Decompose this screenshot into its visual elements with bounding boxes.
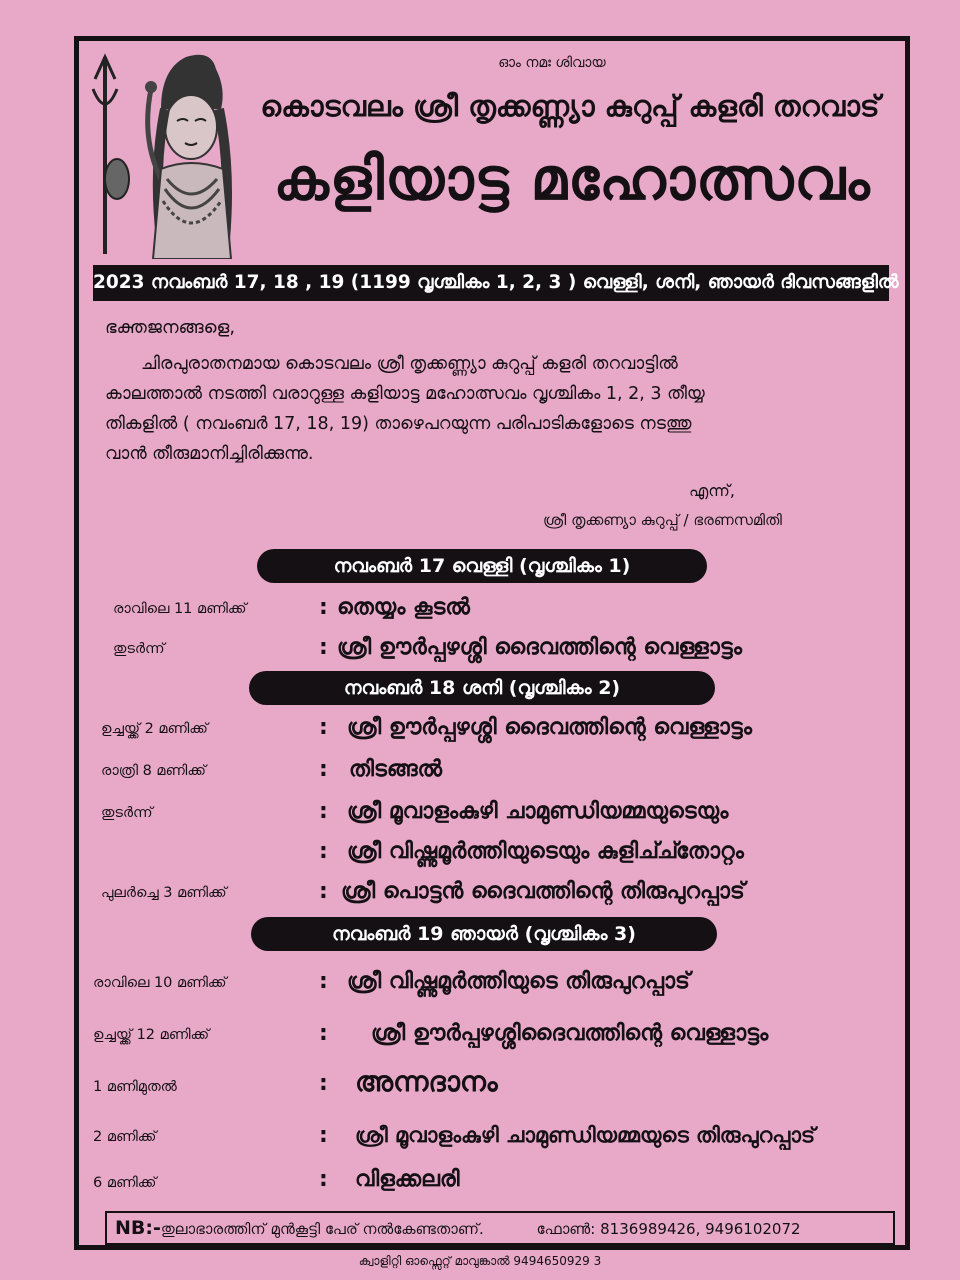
- schedule-event: ശ്രീ ഊർപ്പഴശ്ശിദൈവത്തിന്റെ വെള്ളാട്ടം: [371, 1021, 769, 1046]
- notice-paragraph: [105, 349, 887, 469]
- schedule-event: തിടങ്ങൽ: [349, 757, 443, 782]
- schedule-event: തെയ്യം കൂടൽ: [337, 595, 470, 620]
- schedule-event: ശ്രീ ഊർപ്പഴശ്ശി ദൈവത്തിന്റെ വെള്ളാട്ടം: [337, 635, 742, 660]
- schedule-row: [79, 875, 905, 915]
- schedule-colon: :: [319, 635, 328, 660]
- schedule-event: ശ്രീ മൂവാളംകുഴി ചാമുണ്ഡിയമ്മയുടെയും: [347, 799, 729, 824]
- schedule-colon: :: [319, 799, 328, 824]
- signature: ശ്രീ തൃക്കണ്യാ കുറുപ്പ് / ഭരണസമിതി: [543, 511, 782, 529]
- schedule-time: 1 മണിമുതൽ: [93, 1079, 177, 1095]
- schedule-row: [79, 753, 905, 793]
- schedule-colon: :: [319, 757, 328, 782]
- date-banner: 2023 നവംബർ 17, 18 , 19 (1199 വൃശ്ചികം 1, 2, 3 ) വെള്ളി, ശനി, ഞായർ ദിവസങ്ങളിൽ: [93, 265, 889, 301]
- schedule-row: [79, 593, 905, 633]
- greeting: ഭക്തജനങ്ങളെ,: [105, 317, 236, 338]
- schedule-row: [79, 1063, 905, 1103]
- note-box: [105, 1211, 895, 1245]
- schedule-event: ശ്രീ വിഷ്ണുമൂർത്തിയുടെ തിരുപുറപ്പാട്: [347, 969, 690, 994]
- schedule-event: ശ്രീ പൊട്ടൻ ദൈവത്തിന്റെ തിരുപുറപ്പാട്: [341, 879, 745, 904]
- schedule-colon: :: [319, 595, 328, 620]
- schedule-row: [79, 1115, 905, 1155]
- schedule-event: വിളക്കലരി: [355, 1167, 460, 1192]
- schedule-colon: :: [319, 879, 328, 904]
- schedule-event: ശ്രീ വിഷ്ണുമൂർത്തിയുടെയും കുളിച്ച്തോറ്റം: [347, 839, 744, 864]
- shiva-illustration: [91, 49, 241, 259]
- schedule-colon: :: [319, 1167, 328, 1192]
- notice-sheet: [74, 36, 910, 1250]
- schedule-event: ശ്രീ മൂവാളംകുഴി ചാമുണ്ഡിയമ്മയുടെ തിരുപുറപ്പാട്: [355, 1123, 816, 1147]
- schedule-colon: :: [319, 1071, 328, 1096]
- trust-name: കൊടവലം ശ്രീ തൃക്കണ്ണ്യാ കുറുപ്പ് കളരി തറവാട്: [260, 89, 880, 123]
- day-1-heading: നവംബർ 17 വെള്ളി (വൃശ്ചികം 1): [257, 549, 707, 583]
- schedule-time: പുലർച്ചെ 3 മണിക്ക്: [101, 885, 227, 901]
- schedule-time: രാത്രി 8 മണിക്ക്: [101, 763, 206, 779]
- phone-label: ഫോൺ:: [536, 1220, 596, 1238]
- note-label: NB:-: [115, 1217, 161, 1239]
- printer-credit: ക്വാളിറ്റി ഓഫ്സെറ്റ് മാവുങ്കാൽ 9494650929 3: [358, 1254, 602, 1268]
- closing-word: എന്ന്,: [689, 481, 735, 500]
- notice-line: തികളിൽ ( നവംബർ 17, 18, 19) താഴെപറയുന്ന പരിപാടികളോടെ നടത്തു: [105, 414, 692, 434]
- schedule-colon: :: [319, 715, 328, 740]
- notice-line: കാലത്താൽ നടത്തി വരാറുള്ള കളിയാട്ട മഹോത്സവം വൃശ്ചികം 1, 2, 3 തീയ്യ: [105, 384, 705, 404]
- schedule-time: തുടർന്ന്: [101, 805, 153, 821]
- note-text: തുലാഭാരത്തിന് മുൻകൂട്ടി പേര് നൽകേണ്ടതാണ്.: [160, 1220, 484, 1238]
- schedule-event: അന്നദാനം: [355, 1065, 498, 1098]
- festival-title: കളിയാട്ട മഹോത്സവം: [273, 145, 871, 213]
- schedule-colon: :: [319, 969, 328, 994]
- header: [79, 41, 905, 263]
- schedule-time: രാവിലെ 10 മണിക്ക്: [93, 975, 227, 991]
- phone-numbers: 8136989426, 9496102072: [600, 1220, 801, 1238]
- notice-line: ചിരപുരാതനമായ കൊടവലം ശ്രീ തൃക്കണ്ണ്യാ കുറുപ്പ് കളരി തറവാട്ടിൽ: [141, 354, 678, 374]
- schedule-row: [79, 711, 905, 751]
- schedule-row: [79, 631, 905, 671]
- schedule-colon: :: [319, 1021, 328, 1046]
- schedule-row: [79, 963, 905, 1003]
- schedule-colon: :: [319, 839, 328, 864]
- schedule-event: ശ്രീ ഊർപ്പഴശ്ശി ദൈവത്തിന്റെ വെള്ളാട്ടം: [347, 715, 752, 740]
- schedule-row: [79, 835, 905, 875]
- schedule-colon: :: [319, 1123, 328, 1148]
- schedule-row: [79, 1161, 905, 1201]
- schedule-time: 6 മണിക്ക്: [93, 1175, 157, 1191]
- schedule-time: 2 മണിക്ക്: [93, 1129, 157, 1145]
- schedule-time: ഉച്ചയ്ക്ക് 12 മണിക്ക്: [93, 1027, 210, 1043]
- notice-line: വാൻ തീരുമാനിച്ചിരിക്കുന്നു.: [105, 444, 314, 464]
- day-2-heading: നവംബർ 18 ശനി (വൃശ്ചികം 2): [249, 671, 715, 705]
- schedule-time: ഉച്ചയ്ക്ക് 2 മണിക്ക്: [101, 721, 208, 737]
- schedule-time: തുടർന്ന്: [113, 641, 165, 657]
- day-3-heading: നവംബർ 19 ഞായർ (വൃശ്ചികം 3): [251, 917, 717, 951]
- schedule-row: [79, 1015, 905, 1055]
- schedule-row: [79, 795, 905, 835]
- invocation-text: ഓം നമഃ ശിവായ: [498, 55, 606, 71]
- schedule-time: രാവിലെ 11 മണിക്ക്: [113, 601, 247, 617]
